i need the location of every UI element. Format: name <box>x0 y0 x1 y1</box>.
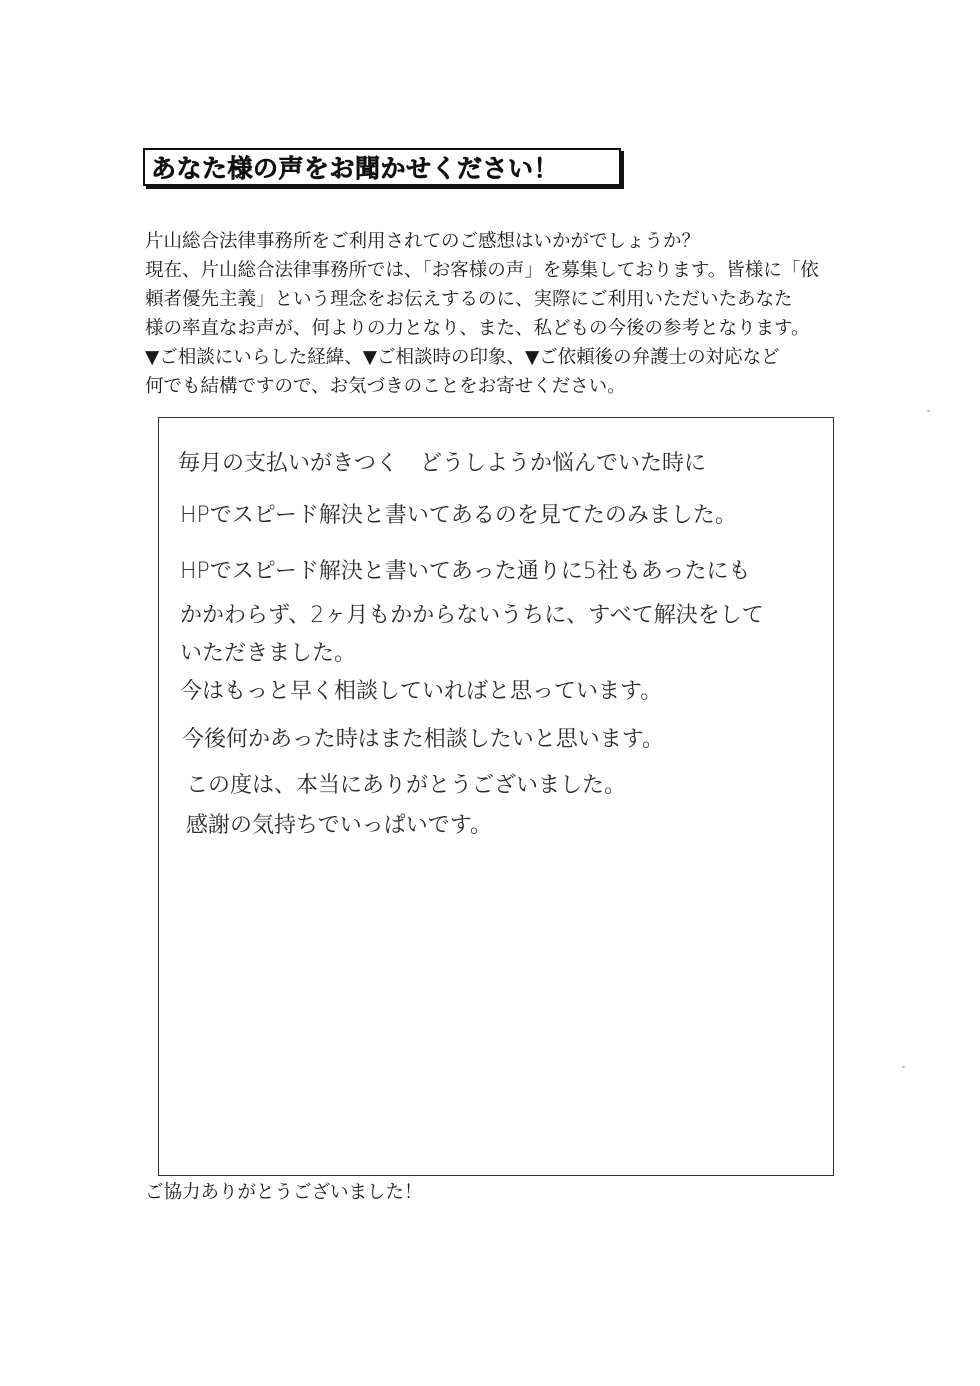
scan-speck <box>927 410 930 412</box>
handwritten-line-text: かかわらず、2ヶ月もかからないうちに、すべて解決をして <box>180 603 764 628</box>
title-box <box>143 148 621 186</box>
closing-message: ご協力ありがとうございました！ <box>145 1182 423 1203</box>
intro-line: 現在、片山総合法律事務所では、「お客様の声」を募集しております。皆様に「依 <box>145 260 819 281</box>
intro-line: 頼者優先主義」という理念をお伝えするのに、実際にご利用いただいたあなた <box>145 289 793 310</box>
intro-line: 様の率直なお声が、何よりの力となり、また、私どもの今後の参考となります。 <box>145 318 810 339</box>
intro-line: 何でも結構ですので、お気づきのことをお寄せください。 <box>145 376 626 397</box>
handwritten-line-text: 感謝の気持ちでいっぱいです。 <box>186 813 493 838</box>
handwritten-line-text: 今後何かあった時はまた相談したいと思います。 <box>182 727 665 752</box>
intro-line: 片山総合法律事務所をご利用されてのご感想はいかがでしょうか？ <box>145 231 701 252</box>
handwritten-line-text: HPでスピード解決と書いてあるのを見てたのみました。 <box>180 503 737 528</box>
intro-line: ▼ご相談にいらした経緯、▼ご相談時の印象、▼ご依頼後の弁護士の対応など <box>145 347 780 368</box>
scan-speck <box>902 1066 905 1068</box>
page-title: あなた様の声をお聞かせください！ <box>151 154 560 183</box>
handwritten-line-text: 毎月の支払いがきつく どうしようか悩んでいた時に <box>178 451 707 476</box>
handwritten-line-text: HPでスピード解決と書いてあった通りに5社もあったにも <box>180 559 751 584</box>
intro-paragraph <box>145 227 845 401</box>
handwritten-line-text: いただきました。 <box>180 641 357 666</box>
handwritten-line-text: この度は、本当にありがとうございました。 <box>186 773 627 798</box>
handwritten-line-text: 今はもっと早く相談していればと思っています。 <box>180 679 663 704</box>
